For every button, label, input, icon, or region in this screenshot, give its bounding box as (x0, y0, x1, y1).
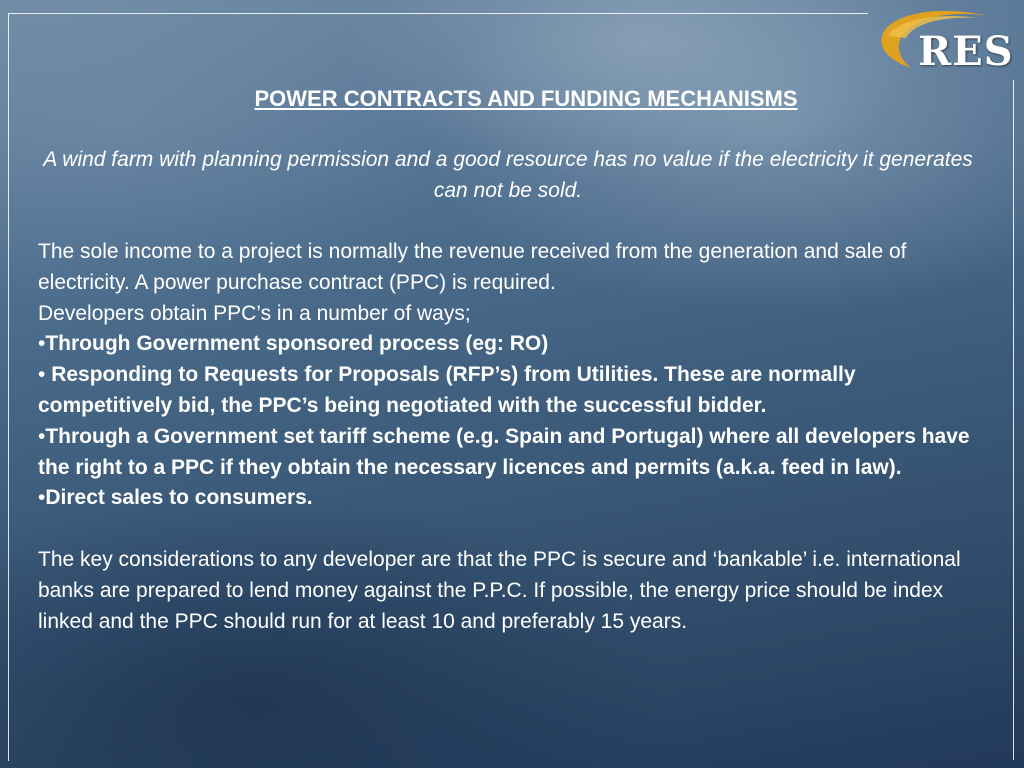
intro-ways-line: Developers obtain PPC’s in a number of ways; (38, 301, 471, 325)
frame-top-line (8, 13, 868, 14)
closing-paragraph: The key considerations to any developer are that the PPC is secure and ‘bankable’ i.e. international banks are prepared to lend money against the P.P.C. If possible, the energy price should be index linked and the PPC should run for at least 10 and preferably 15 years. (38, 548, 961, 633)
bullet-marker: • (38, 332, 46, 356)
slide-content (38, 84, 978, 638)
bullet-item (38, 360, 978, 422)
bullet-text: Through a Government set tariff scheme (e.g. Spain and Portugal) where all developers have the right to a PPC if they obtain the necessary licences and permits (a.k.a. feed in law). (38, 424, 970, 479)
bullet-item (38, 483, 978, 514)
frame-left-line (8, 13, 9, 761)
bullet-item (38, 422, 978, 484)
slide-lead-statement: A wind farm with planning permission and a good resource has no value if the electricity it generates can not be sold. (43, 148, 973, 202)
slide-title: POWER CONTRACTS AND FUNDING MECHANISMS (254, 86, 798, 111)
bullet-marker: • (38, 486, 46, 510)
res-logo-text: RES (918, 28, 1014, 75)
bullet-marker: • (38, 424, 46, 448)
bullet-item (38, 329, 978, 360)
frame-right-line (1013, 80, 1014, 760)
bullet-text: Direct sales to consumers. (45, 486, 313, 510)
bullet-text: Responding to Requests for Proposals (RFP’s) from Utilities. These are normally competitively bid, the PPC’s being negotiated with the successful bidder. (38, 363, 856, 417)
bullet-text: Through Government sponsored process (eg: RO) (45, 332, 549, 356)
bullet-marker: • (38, 363, 52, 387)
spacer (38, 514, 978, 545)
intro-paragraph: The sole income to a project is normally the revenue received from the generation and sale of electricity. A power purchase contract (PPC) is required. (38, 240, 907, 294)
